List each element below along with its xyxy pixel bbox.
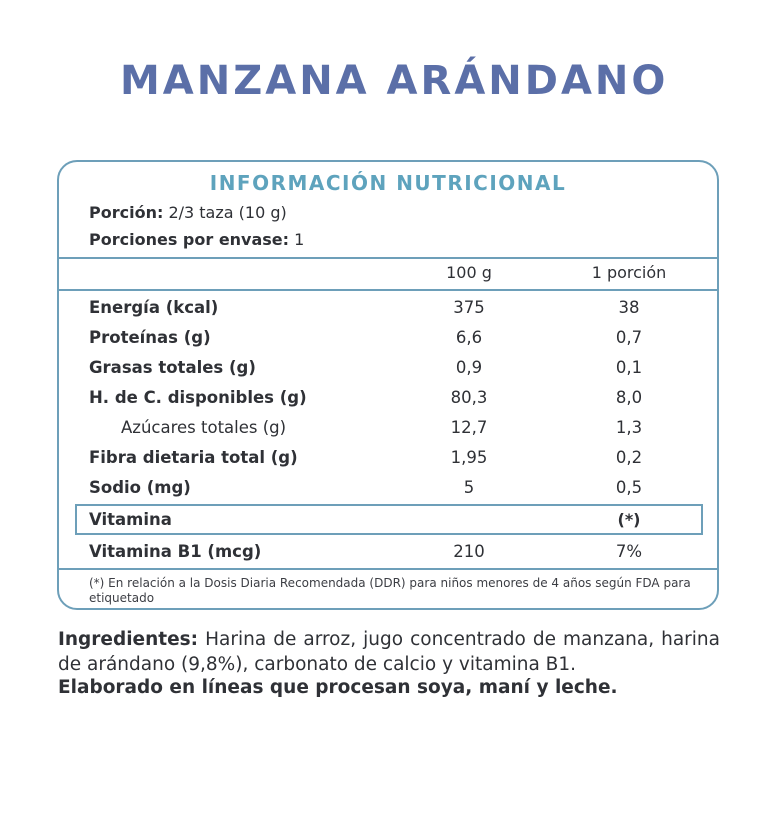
nutrient-name: H. de C. disponibles (g) — [89, 388, 307, 407]
table-row — [59, 537, 717, 567]
portions-label: Porciones por envase: — [89, 230, 290, 249]
panel-title: INFORMACIÓN NUTRICIONAL — [209, 171, 567, 195]
portions-per-pack-line — [89, 230, 304, 249]
value-portion: 0,5 — [615, 478, 643, 497]
portions-value: 1 — [289, 230, 305, 249]
column-header-100g: 100 g — [446, 263, 492, 282]
nutrition-panel — [57, 160, 719, 610]
nutrient-name: Proteínas (g) — [89, 328, 211, 347]
value-100g: 12,7 — [450, 418, 488, 437]
footnote: (*) En relación a la Dosis Diaria Recomendada (DDR) para niños menores de 4 años según FDA para etiquetado — [89, 576, 691, 605]
vitamin-header-note: (*) — [617, 510, 641, 529]
nutrient-name: Grasas totales (g) — [89, 358, 256, 377]
table-row — [59, 293, 717, 323]
product-title: MANZANA ARÁNDANO — [120, 58, 669, 104]
divider — [59, 289, 717, 291]
ingredients-list: Harina de arroz, jugo concentrado de manzana, harina de arándano (9,8%), carbonato de calcio y vitamina B1. — [58, 629, 720, 675]
vitamin-header-box — [75, 504, 703, 535]
table-row — [59, 443, 717, 473]
nutrient-name: Azúcares totales (g) — [121, 418, 287, 437]
value-portion: 0,7 — [615, 328, 643, 347]
value-100g: 1,95 — [450, 448, 488, 467]
ingredients-label: Ingredientes: — [58, 629, 199, 650]
portion-line — [89, 203, 287, 222]
value-portion: 8,0 — [615, 388, 643, 407]
value-100g: 210 — [453, 542, 485, 561]
value-100g: 0,9 — [455, 358, 483, 377]
vitamin-header-label: Vitamina — [89, 510, 172, 529]
value-portion: 38 — [618, 298, 640, 317]
divider — [59, 257, 717, 259]
table-row — [59, 323, 717, 353]
value-100g: 5 — [463, 478, 475, 497]
table-row — [59, 413, 717, 443]
nutrient-name: Energía (kcal) — [89, 298, 219, 317]
value-100g: 375 — [453, 298, 485, 317]
portion-label: Porción: — [89, 203, 164, 222]
value-portion: 0,2 — [615, 448, 643, 467]
ingredients-text — [58, 627, 720, 677]
table-row — [59, 473, 717, 503]
nutrient-name: Fibra dietaria total (g) — [89, 448, 298, 467]
column-header-portion: 1 porción — [591, 263, 667, 282]
table-row — [59, 383, 717, 413]
portion-value: 2/3 taza (10 g) — [163, 203, 287, 222]
divider — [59, 568, 717, 570]
nutrient-name: Sodio (mg) — [89, 478, 191, 497]
value-portion: 7% — [615, 542, 643, 561]
value-portion: 1,3 — [615, 418, 643, 437]
value-100g: 6,6 — [455, 328, 483, 347]
allergen-warning: Elaborado en líneas que procesan soya, maní y leche. — [58, 677, 618, 698]
value-portion: 0,1 — [615, 358, 643, 377]
table-row — [59, 353, 717, 383]
nutrient-name: Vitamina B1 (mcg) — [89, 542, 262, 561]
value-100g: 80,3 — [450, 388, 488, 407]
